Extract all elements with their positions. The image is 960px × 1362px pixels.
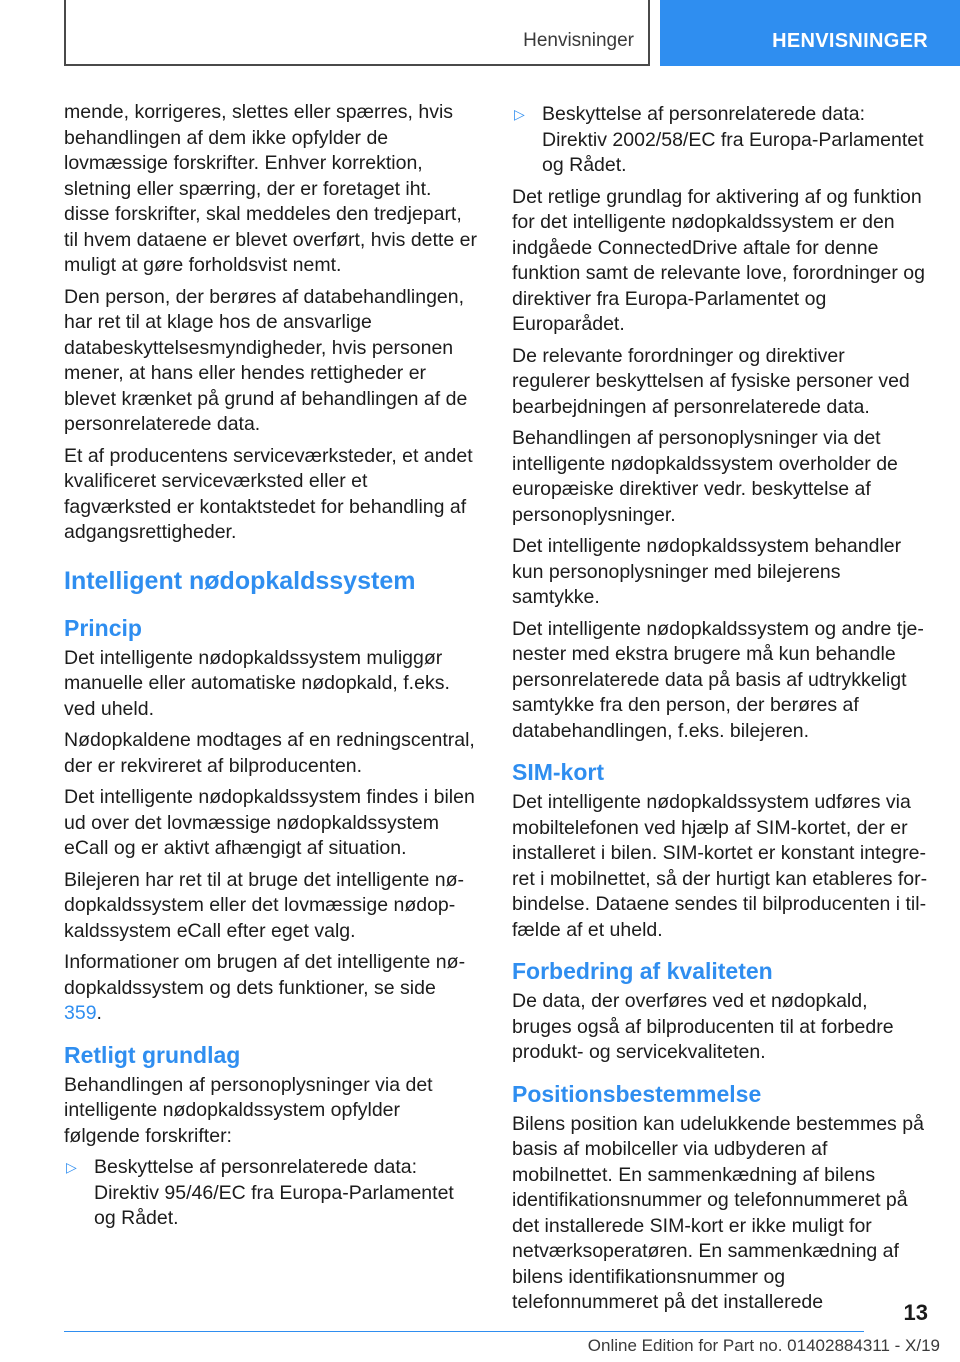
page-reference-link[interactable]: 359 [64,1002,97,1024]
paragraph: Behandlingen af personoplysninger via det intelligente nødopkaldssystem overholder de europæiske direktiver vedr. beskyttelse af personoplysninger. [512,427,898,526]
paragraph: mende, korrigeres, slettes eller spærres, hvis behandlingen af dem ikke opfylder de lovmæssige forskrifter. Enhver korrektion, sletning eller spærring, der er foretaget iht. disse forskrifter, skal meddeles den tredjepart, til hvem dataene er blevet overført, hvis dette er muligt at gøre forholdsvist nemt. [64,101,477,276]
chapter-title: Henvisninger [523,30,634,51]
page-number: 13 [903,1300,928,1325]
paragraph: Bilejeren har ret til at bruge det intelligente nødopkaldssystem eller det lovmæssige nødopkaldssystem eCall efter eget valg. [64,868,464,942]
list-item-text: Beskyttelse af personrelaterede data: Direktiv 2002/58/EC fra Europa-Parlamentet og Rådet. [542,103,924,176]
paragraph-end: . [96,1002,102,1024]
list-item-text: Beskyttelse af personrelaterede data: Direktiv 95/46/EC fra Europa-Parlamentet og Rådet. [94,1156,454,1229]
paragraph: Et af producentens serviceværksteder, et andet kvalificeret serviceværksted eller et fagværksted er kontaktstedet for behandling af adgangsrettigheder. [64,444,473,543]
paragraph: Behandlingen af personoplysninger via det intelligente nødopkaldssystem opfylder følgende forskrifter: [64,1073,433,1147]
subheading-positionsbestemmelse: Positionsbestemmelse [512,1080,762,1107]
paragraph: Det intelligente nødopkaldssystem findes i bilen ud over det lovmæssige nødopkaldssystem eCall og er aktivt afhængigt af situation. [64,786,475,859]
header-chapter-box [64,0,650,66]
paragraph: Det intelligente nødopkaldssystem behandler kun personoplysninger med bilejerens samtykke. [512,535,902,608]
paragraph: Det intelligente nødopkaldssystem og andre tjenester med ekstra brugere må kun behandle personrelaterede data på basis af udtrykkeligt samtykke fra den person, der berøres af databehandlingen, f.eks. bilejeren. [512,617,924,742]
paragraph-text: Informationer om brugen af det intelligente nødopkaldssystem og dets funktioner, se side [64,951,466,999]
subheading-princip: Princip [64,614,142,641]
left-column [64,100,478,1238]
triangle-bullet-icon: ▷ [514,106,525,122]
paragraph: Den person, der berøres af databehandlingen, har ret til at klage hos de ansvarlige databeskyttelsesmyndigheder, hvis personen mener, at hans eller hendes rettigheder er blevet krænket på grund af behandlingen af de personrelaterede data. [64,285,468,435]
paragraph-with-link [64,950,478,1027]
footer-edition: Online Edition for Part no. 01402884311 - X/19 [587,1336,940,1355]
subheading-forbedring: Forbedring af kvaliteten [512,958,773,984]
paragraph: Det intelligente nødopkaldssystem udføres via mobiltelefonen ved hjælp af SIM-kortet, der er installeret i bilen. SIM-kortet er konstant integreret i mobilnettet, så der hurtigt kan etableres forbindelse. Dataene sendes til bilproducenten i tilfælde af et uheld. [512,791,928,941]
right-column [512,102,928,1322]
triangle-bullet-icon: ▷ [66,1159,77,1175]
footer-divider [64,1331,864,1332]
paragraph: Bilens position kan udelukkende bestemmes på basis af mobilceller via udbyderen af mobilnettet. En sammenkædning af bilens identifikationsnummer og telefonnummeret på det installerede SIM-kort er ikke muligt for netværksoperatøren. En sammenkædning af bilens identifikationsnummer og telefonnummeret på det installerede [512,1112,924,1313]
paragraph: Det intelligente nødopkaldssystem muliggør manuelle eller automatiske nødopkald, f.eks. ved uheld. [64,646,450,720]
section-title: HENVISNINGER [772,30,928,52]
paragraph: Nødopkaldene modtages af en redningscentral, der er rekvireret af bilproducenten. [64,729,475,777]
paragraph: De relevante forordninger og direktiver regulerer beskyttelsen af fysiske personer ved bearbejdningen af personrelaterede data. [512,344,910,418]
subheading-retligt-grundlag: Retligt grundlag [64,1041,241,1068]
list-item [512,102,928,179]
paragraph: Det retlige grundlag for aktivering af og funktion for det intelligente nødopkaldssystem er den indgåede ConnectedDrive aftale for denne funktion samt de relevante love, forordninger og direktiver fra Europa-Parlamentet og Europarådet. [512,185,925,335]
section-heading: Intelligent nødopkaldssystem [64,566,416,595]
subheading-sim-kort: SIM-kort [512,759,604,785]
paragraph: De data, der overføres ved et nødopkald, bruges også af bilproducenten til at forbedre produkt- og servicekvaliteten. [512,990,894,1063]
list-item [64,1155,478,1232]
header-section-tab[interactable] [660,0,960,66]
